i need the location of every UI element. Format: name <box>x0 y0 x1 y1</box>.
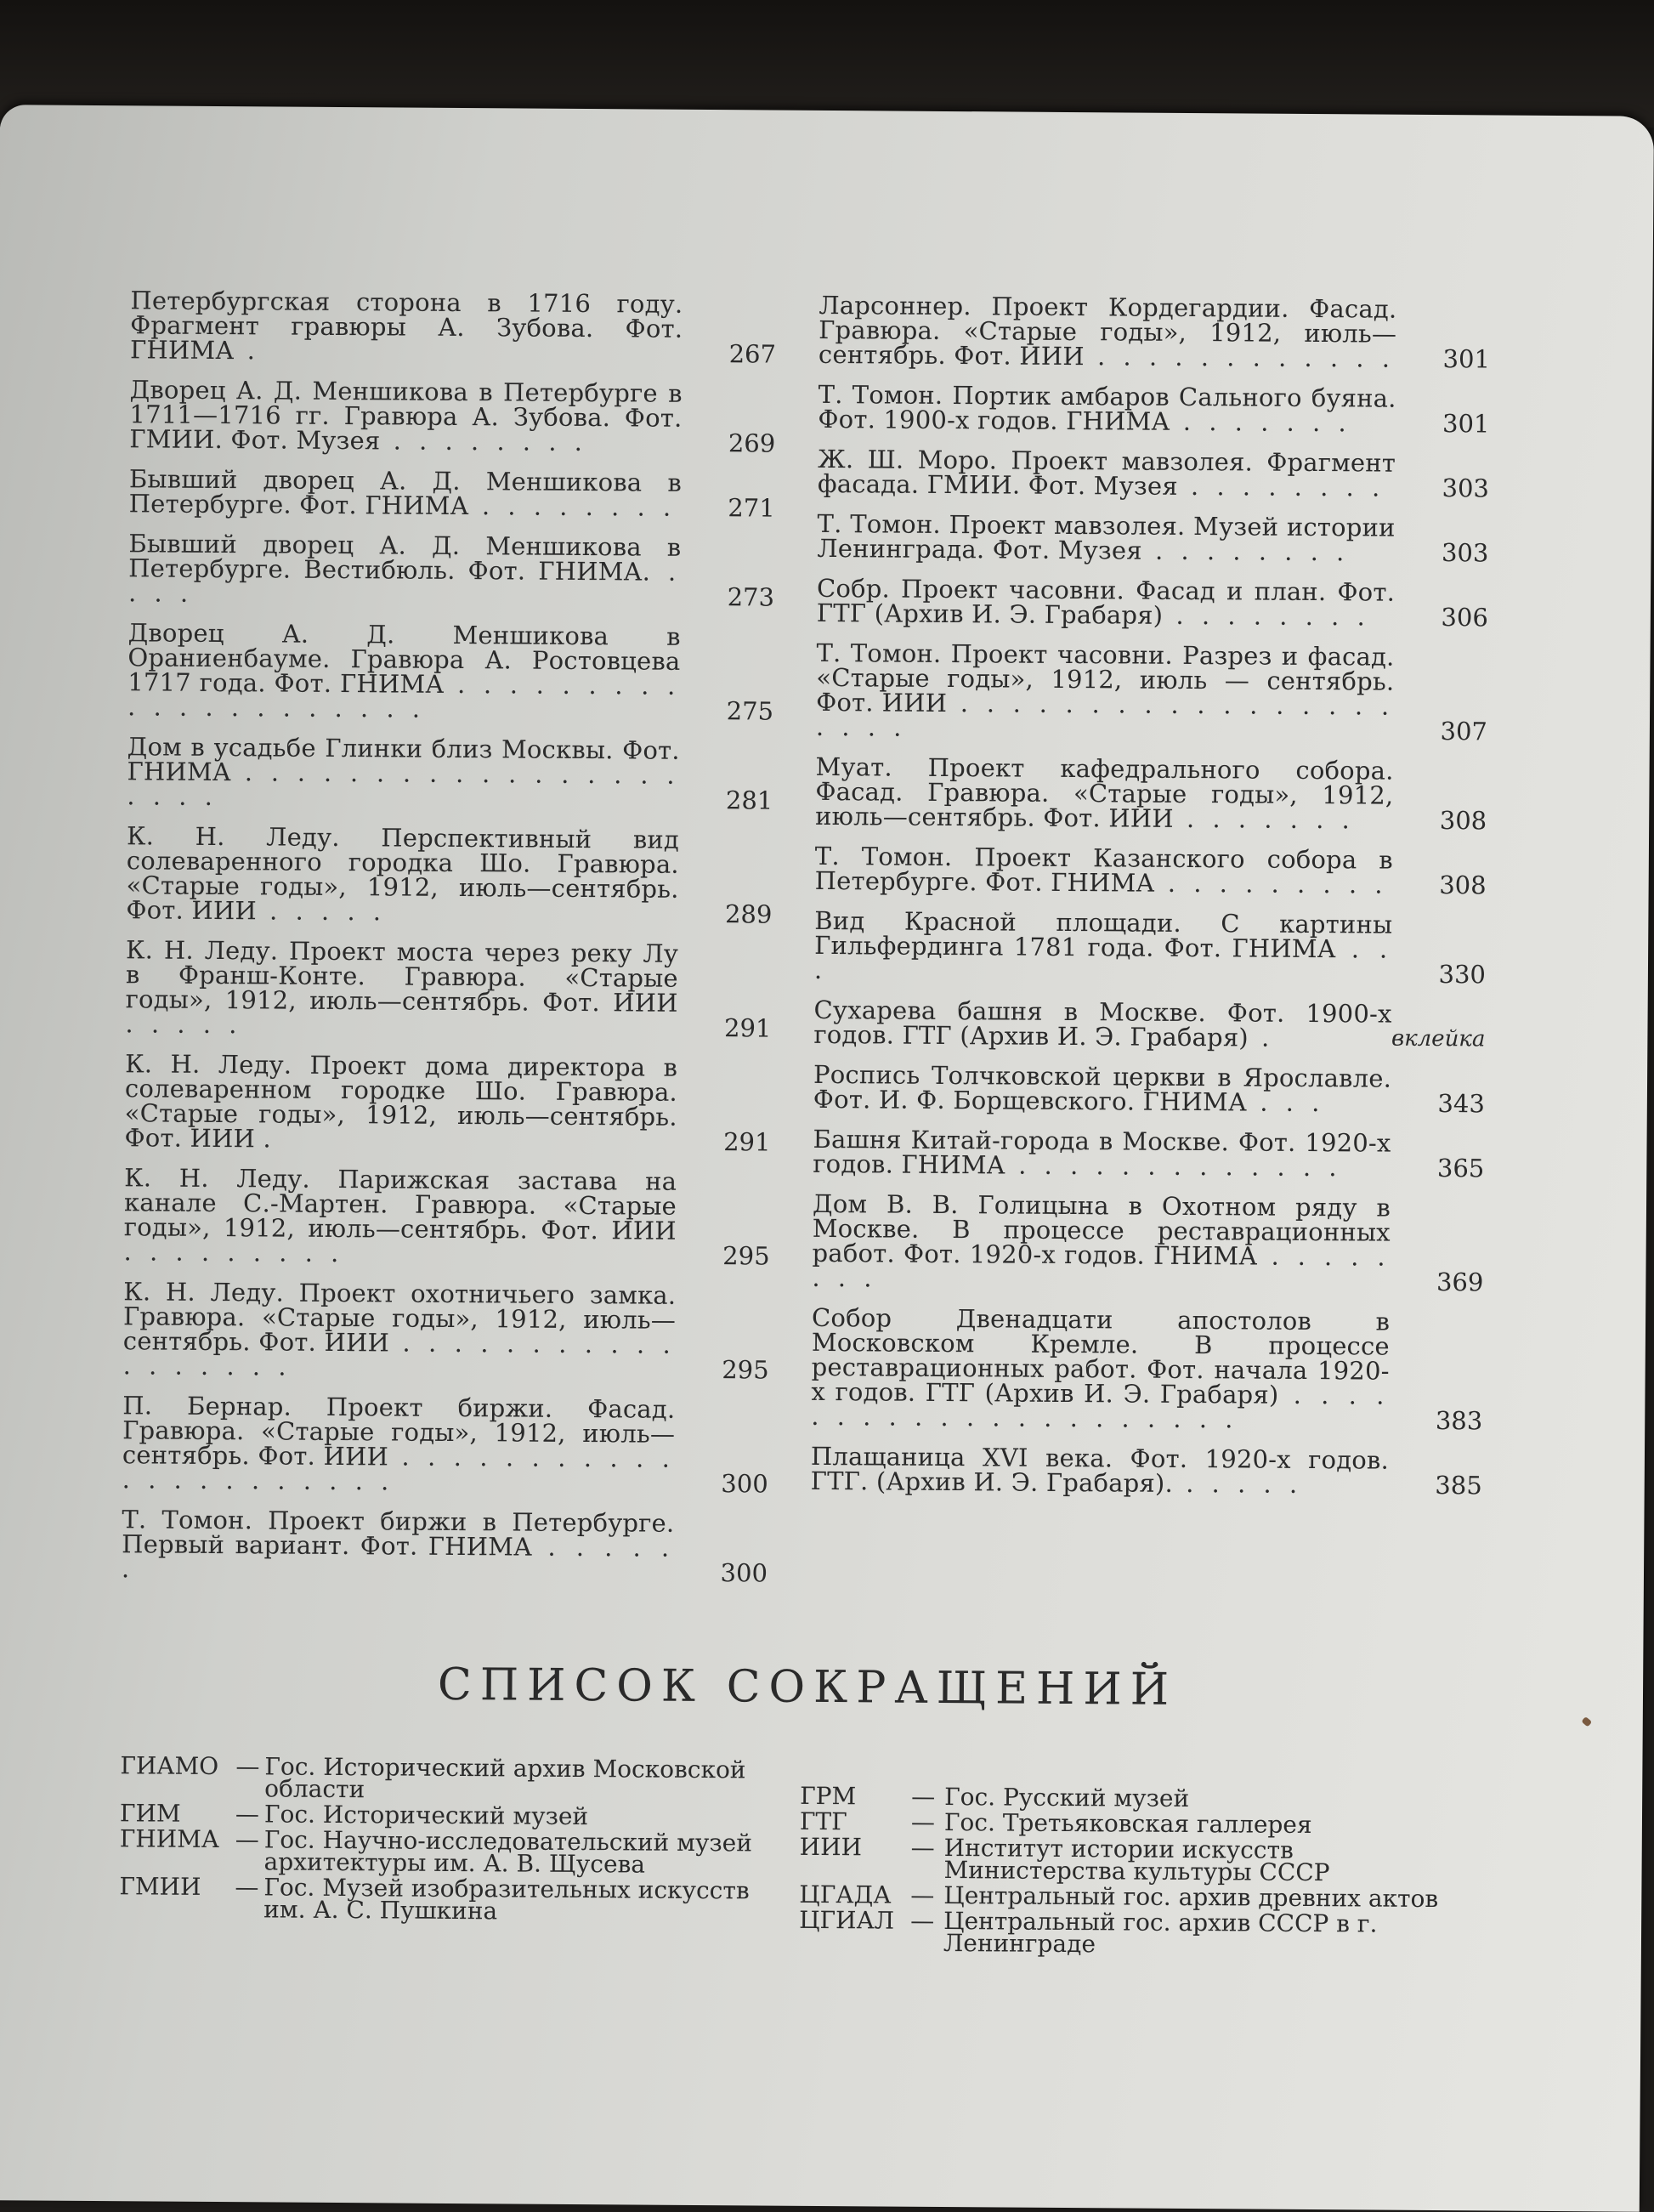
illustration-entry <box>127 734 773 813</box>
entry-page-number: 303 <box>1442 474 1490 503</box>
entry-caption: Плащаница XVI века. Фот. 1920-х годов. ГТГ. (Архив И. Э. Грабаря). . . . . . <box>810 1441 1390 1499</box>
illustration-entry <box>813 1124 1485 1183</box>
abbreviation-dash: — <box>911 1782 936 1811</box>
entry-caption: Бывший дворец А. Д. Меншикова в Петербурге. Вестибюль. Фот. ГНИМА. . . . . <box>127 529 682 608</box>
illustration-entry <box>812 1188 1484 1297</box>
abbreviation-term: ГИАМО <box>120 1751 219 1781</box>
abbreviation-term: ГИМ <box>119 1799 181 1828</box>
leader-dots: . . . . . . . . . . . . . . . . . . . . . <box>127 757 680 812</box>
leader-dots: . . . . . . . . <box>812 1241 1391 1293</box>
entry-page-number: 291 <box>723 1127 771 1157</box>
entry-page-number: 271 <box>728 493 775 523</box>
illustration-entry <box>810 1441 1482 1500</box>
illustration-entry <box>124 1049 771 1157</box>
illustration-entry <box>813 1059 1485 1119</box>
entry-page-number: 330 <box>1438 960 1487 990</box>
entry-caption: Т. Томон. Портик амбаров Сального буяна. Фот. 1900-х годов. ГНИМА . . . . . . . <box>818 379 1396 438</box>
abbreviation-definition: Гос. Музей изобразительных искусств им. А. С. Пушкина <box>263 1873 750 1926</box>
entry-page-number: 273 <box>727 582 775 612</box>
abbreviation-term: ГНИМА <box>119 1824 220 1854</box>
illustration-entry <box>128 531 775 610</box>
entry-caption: Т. Томон. Проект часовни. Разрез и фасад. «Старые годы», 1912, июль — сентябрь. Фот. ИИИ . . . . . . . . . . . . . . . . . . . . . <box>815 638 1395 742</box>
abbreviation-dash: — <box>910 1906 935 1935</box>
entry-caption: Т. Томон. Проект Казанского собора в Петербурге. Фот. ГНИМА . . . . . . . . . <box>814 841 1393 899</box>
entry-caption: Башня Китай-города в Москве. Фот. 1920-х годов. ГНИМА . . . . . . . . . . . . . <box>813 1124 1391 1183</box>
illustration-entry <box>126 821 773 929</box>
abbreviation-term: ЦГИАЛ <box>799 1905 895 1935</box>
abbreviation-dash: — <box>910 1880 935 1909</box>
entry-caption: К. Н. Леду. Перспективный вид солеваренного городка Шо. Гравюра. «Старые годы», 1912, июль—сентябрь. Фот. ИИИ . . . . . <box>126 821 680 927</box>
entry-page-number: 307 <box>1440 717 1488 746</box>
entry-page-number: вклейка <box>1391 1025 1486 1052</box>
illustration-list-right-column <box>810 290 1491 1513</box>
abbreviation-dash: — <box>235 1752 260 1781</box>
entry-page-number: 300 <box>721 1469 768 1499</box>
entry-caption: Петербургская сторона в 1716 году. Фрагмент гравюры А. Зубова. Фот. ГНИМА . <box>129 286 683 366</box>
leader-dots: . . . . . . . . <box>380 426 588 457</box>
leader-dots: . <box>1248 1023 1275 1052</box>
leader-dots: . . . . . . . <box>1170 406 1351 438</box>
entry-caption: Бывший дворец А. Д. Меншикова в Петербурге. Фот. ГНИМА . . . . . . . . <box>128 464 683 522</box>
entry-page-number: 301 <box>1442 344 1491 374</box>
abbreviations-heading: СПИСОК СОКРАЩЕНИЙ <box>437 1659 1178 1716</box>
abbreviation-term: ИИИ <box>799 1832 863 1862</box>
entry-page-number: 281 <box>725 786 773 815</box>
leader-dots: . . . . . . . . <box>1141 536 1350 567</box>
leader-dots: . . . . . . . . . . . . . . . . . . . . . <box>127 669 681 723</box>
illustration-entry <box>125 935 772 1043</box>
abbreviation-row <box>119 1872 765 1926</box>
entry-page-number: 295 <box>722 1241 770 1271</box>
entry-caption: К. Н. Леду. Проект охотничьего замка. Гравюра. «Старые годы», 1912, июль—сентябрь. Фот. ИИИ . . . . . . . . . . . . . . . . . . <box>122 1277 677 1381</box>
illustration-entry <box>127 618 774 726</box>
entry-caption: П. Бернар. Проект биржи. Фасад. Гравюра. «Старые годы», 1912, июль—сентябрь. Фот. ИИИ . . . . . . . . . . . . . . . . . . . . . . <box>122 1391 676 1496</box>
illustration-entry <box>129 377 776 456</box>
entry-caption: Собор Двенадцати апостолов в Московском Кремле. В процессе реставрационных работ. Фот. начала 1920-х годов. ГТГ (Архив И. Э. Грабаря) . . . . . . . . . . . . . . . . . . . . . <box>811 1302 1391 1434</box>
entry-caption: Дворец А. Д. Меншикова в Ораниенбауме. Гравюра А. Ростовцева 1717 года. Фот. ГНИМА . . . . . . . . . . . . . . . . . . . . . <box>127 618 681 723</box>
entry-page-number: 385 <box>1435 1471 1482 1500</box>
leader-dots: . . . . . . <box>121 1532 675 1584</box>
entry-page-number: 295 <box>722 1355 769 1385</box>
abbreviations-right-column <box>799 1781 1471 1962</box>
abbreviation-definition: Гос. Третьяковская галлерея <box>943 1808 1312 1840</box>
leader-dots: . . . . . <box>125 1009 242 1040</box>
illustration-entry <box>128 464 775 523</box>
leader-dots: . . . . <box>127 557 682 608</box>
entry-caption: Т. Томон. Проект биржи в Петербурге. Первый вариант. Фот. ГНИМА . . . . . . <box>121 1505 675 1584</box>
illustration-list-left-column <box>122 288 777 1601</box>
illustration-entry <box>121 1505 768 1588</box>
abbreviation-row <box>799 1880 1470 1914</box>
illustration-entry <box>815 752 1487 836</box>
illustration-entry <box>814 841 1487 900</box>
abbreviation-term: ГМИИ <box>119 1872 201 1901</box>
abbreviation-definition: Гос. Исторический архив Московской области <box>264 1752 746 1804</box>
leader-dots: . . . . . . . . . <box>123 1237 344 1268</box>
entry-caption: Дворец А. Д. Меншикова в Петербурге в 1711—1716 гг. Гравюра А. Зубова. Фот. ГМИИ. Фот. Музея . . . . . . . . <box>129 375 683 457</box>
entry-page-number: 300 <box>720 1558 768 1588</box>
entry-page-number: 343 <box>1437 1089 1485 1119</box>
entry-caption: Ларсоннер. Проект Кордегардии. Фасад. Гравюра. «Старые годы», 1912, июль—сентябрь. Фот. ИИИ . . . . . . . . . . . . <box>818 290 1397 373</box>
abbreviation-term: ЦГАДА <box>799 1880 892 1909</box>
entry-caption: Муат. Проект кафедрального собора. Фасад. Гравюра. «Старые годы», 1912, июль—сентябрь. Фот. ИИИ . . . . . . . <box>815 752 1394 835</box>
entry-page-number: 303 <box>1441 538 1489 568</box>
entry-page-number: 383 <box>1435 1406 1483 1436</box>
leader-dots: . . . . . . . . <box>1177 471 1385 502</box>
entry-page-number: 306 <box>1441 603 1488 632</box>
entry-page-number: 365 <box>1436 1154 1485 1183</box>
entry-caption: Собр. Проект часовни. Фасад и план. Фот. ГТГ (Архив И. Э. Грабаря) . . . . . . . . <box>816 573 1396 632</box>
abbreviation-dash: — <box>235 1800 260 1829</box>
abbreviations-left-column <box>119 1751 766 1927</box>
illustration-entry <box>813 905 1487 990</box>
abbreviation-row <box>799 1905 1470 1959</box>
illustration-entry <box>129 286 777 369</box>
entry-caption: Роспись Толчковской церкви в Ярославле. Фот. И. Ф. Борщевского. ГНИМА . . . <box>813 1059 1392 1118</box>
abbreviation-definition: Институт истории искусств Министерства культуры СССР <box>943 1834 1330 1887</box>
abbreviation-row <box>800 1781 1471 1813</box>
leader-dots: . . . . . . . . . . . . . . . . . . . . . . <box>122 1442 676 1496</box>
entry-caption: Вид Красной площади. С картины Гильфердинга 1781 года. Фот. ГНИМА . . . <box>813 905 1393 985</box>
illustration-entry <box>815 638 1488 746</box>
illustration-entry <box>817 444 1490 503</box>
leader-dots: . . . . . . . . . . . . . . . . . . . . . <box>811 1380 1390 1434</box>
leader-dots: . . . . . . . . . . . . . . . . . . <box>122 1328 676 1381</box>
entry-page-number: 267 <box>728 339 777 369</box>
entry-caption: К. Н. Леду. Парижская застава на канале С.-Мартен. Гравюра. «Старые годы», 1912, июль—сентябрь. Фот. ИИИ . . . . . . . . . <box>123 1163 677 1268</box>
entry-page-number: 308 <box>1439 806 1487 836</box>
entry-caption: К. Н. Леду. Проект дома директора в солеваренном городке Шо. Гравюра. «Старые годы», 1912, июль—сентябрь. Фот. ИИИ . <box>124 1049 678 1154</box>
entry-caption: Дом В. В. Голицына в Охотном ряду в Москве. В процессе реставрационных работ. Фот. 1920-х годов. ГНИМА . . . . . . . . <box>812 1188 1391 1293</box>
leader-dots: . . . . . <box>256 896 387 927</box>
illustration-entry <box>811 1302 1483 1436</box>
leader-dots: . . . . . . . . . <box>1154 868 1388 899</box>
leader-dots: . . . . . . . . . . . . . <box>1005 1150 1342 1183</box>
entry-caption: Сухарева башня в Москве. Фот. 1900-х годов. ГТГ (Архив И. Э. Грабаря) . <box>813 995 1392 1052</box>
abbreviation-term: ГТГ <box>799 1806 847 1836</box>
leader-dots: . . . <box>1246 1087 1325 1118</box>
leader-dots: . . . <box>813 934 1393 985</box>
entry-page-number: 269 <box>728 428 776 458</box>
abbreviation-row <box>120 1751 766 1804</box>
illustration-entry <box>122 1391 769 1499</box>
book-page <box>0 105 1654 2212</box>
abbreviation-dash: — <box>910 1833 935 1862</box>
entry-page-number: 275 <box>726 696 774 726</box>
entry-caption: Т. Томон. Проект мавзолея. Музей истории Ленинграда. Фот. Музея . . . . . . . . <box>817 508 1396 567</box>
entry-caption: К. Н. Леду. Проект моста через реку Лу в Франш-Конте. Гравюра. «Старые годы», 1912, июль—сентябрь. Фот. ИИИ . . . . . <box>125 935 679 1040</box>
abbreviation-row <box>799 1832 1470 1887</box>
abbreviation-definition: Центральный гос. архив древних актов <box>943 1881 1439 1914</box>
illustration-entry <box>122 1277 770 1385</box>
abbreviation-term: ГРМ <box>800 1781 857 1811</box>
illustration-entry <box>818 379 1490 439</box>
illustration-entry <box>816 573 1488 632</box>
abbreviation-definition: Гос. Исторический музей <box>263 1800 589 1831</box>
leader-dots: . . . . . . . . <box>1163 600 1370 632</box>
leader-dots: . <box>234 336 261 366</box>
abbreviation-definition: Гос. Русский музей <box>944 1783 1190 1813</box>
leader-dots: . . . . . . . . <box>468 491 677 522</box>
illustration-entry <box>123 1163 771 1271</box>
abbreviation-dash: — <box>910 1807 936 1836</box>
leader-dots: . . . . . . . <box>1173 803 1355 835</box>
abbreviation-dash: — <box>235 1873 259 1902</box>
abbreviation-dash: — <box>235 1825 259 1854</box>
entry-page-number: 301 <box>1442 409 1490 439</box>
abbreviation-row <box>799 1806 1471 1840</box>
leader-dots: . . . . . <box>1172 1468 1303 1499</box>
entry-page-number: 291 <box>723 1013 772 1043</box>
illustration-entry <box>817 508 1489 568</box>
abbreviation-definition: Центральный гос. архив СССР в г. Ленинграде <box>943 1907 1378 1959</box>
illustration-entry <box>813 995 1486 1052</box>
entry-page-number: 308 <box>1439 871 1487 900</box>
leader-dots: . . . . . . . . . . . . . . . . . . . . . <box>815 689 1395 742</box>
illustration-entry <box>818 290 1491 374</box>
abbreviation-definition: Гос. Научно-исследовательский музей архитектуры им. А. В. Щусева <box>263 1825 753 1879</box>
entry-caption: Ж. Ш. Моро. Проект мавзолея. Фрагмент фасада. ГМИИ. Фот. Музея . . . . . . . . <box>817 444 1396 502</box>
leader-dots: . . . . . . . . . . . . <box>1084 342 1396 373</box>
abbreviation-row <box>119 1824 766 1879</box>
entry-caption: Дом в усадьбе Глинки близ Москвы. Фот. ГНИМА . . . . . . . . . . . . . . . . . . . . . <box>127 732 680 812</box>
entry-page-number: 289 <box>724 899 773 929</box>
entry-page-number: 369 <box>1436 1268 1484 1297</box>
